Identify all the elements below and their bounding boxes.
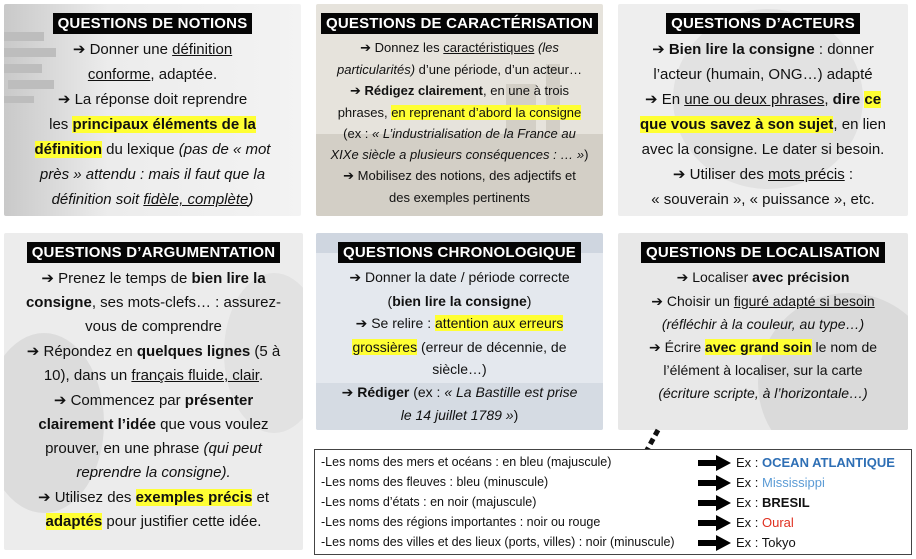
thick-right-arrow-icon <box>698 514 732 532</box>
right-arrow-icon: ➔ <box>672 165 686 183</box>
card-title: QUESTIONS DE CARACTÉRISATION <box>321 13 598 34</box>
right-arrow-icon: ➔ <box>53 391 67 409</box>
legend-row <box>315 514 911 533</box>
legend-example: Ex : Mississippi <box>736 475 825 490</box>
text-line: définition soit fidèle, complète) <box>51 191 254 208</box>
text-line: phrases, en reprenant d’abord la consigne <box>337 105 582 120</box>
text-line: (ex : « L’industrialisation de la France au <box>343 126 576 141</box>
text-line: XIXe siècle a plusieurs conséquences : … ») <box>330 147 589 162</box>
text-line: ➔ Se relire : attention aux erreurs <box>355 315 564 332</box>
text-line: ➔ Rédigez clairement, en une à trois <box>349 83 570 99</box>
right-arrow-icon: ➔ <box>360 41 371 56</box>
text-line: grossières (erreur de décennie, de <box>352 338 567 355</box>
text-line: ➔ Donner une définition <box>72 40 233 58</box>
right-arrow-icon: ➔ <box>651 293 664 310</box>
legend-example: Ex : Tokyo <box>736 535 796 550</box>
text-line: ➔ Choisir un figuré adapté si besoin <box>651 292 875 310</box>
text-line: « souverain », « puissance », etc. <box>651 191 875 208</box>
right-arrow-icon: ➔ <box>37 488 51 506</box>
legend-row <box>315 534 911 553</box>
text-line: ➔ Localiser avec précision <box>676 269 850 286</box>
legend-row <box>315 474 911 493</box>
legend-box <box>314 449 912 555</box>
text-line: près » attendu : mais il faut que la <box>39 166 266 183</box>
text-line: définition du lexique (pas de « mot <box>34 141 271 158</box>
right-arrow-icon: ➔ <box>652 40 665 58</box>
text-line: 10), dans un français fluide, clair. <box>43 367 264 384</box>
text-line: siècle…) <box>432 361 487 377</box>
legend-rule: -Les noms des fleuves : bleu (minuscule) <box>321 475 549 489</box>
legend-rule: -Les noms des régions importantes : noir ou rouge <box>321 515 601 529</box>
thick-right-arrow-icon <box>698 474 732 492</box>
thick-right-arrow-icon <box>698 454 732 472</box>
right-arrow-icon: ➔ <box>41 269 54 287</box>
text-line: ➔ Mobilisez des notions, des adjectifs et <box>343 168 576 184</box>
thick-right-arrow-icon <box>698 494 732 512</box>
right-arrow-icon: ➔ <box>644 90 658 108</box>
card-notions <box>4 4 301 216</box>
text-line: ➔ Rédiger (ex : « La Bastille est prise <box>341 383 578 401</box>
text-line: le 14 juillet 1789 ») <box>400 407 519 423</box>
text-line: ➔ Prenez le temps de bien lire la <box>41 269 266 287</box>
text-line: ➔ Écrire avec grand soin le nom de <box>648 338 878 356</box>
text-line: que vous savez à son sujet, en lien <box>640 116 886 133</box>
text-line: ➔ Utiliser des mots précis : <box>672 165 854 183</box>
text-line: ➔ Donnez les caractéristiques (les <box>360 40 559 56</box>
text-line: l’élément à localiser, sur la carte <box>663 362 863 378</box>
text-line: ➔ Répondez en quelques lignes (5 à <box>26 342 281 360</box>
card-title: QUESTIONS DE LOCALISATION <box>641 242 885 263</box>
card-caracterisation <box>316 4 603 216</box>
text-line: (réfléchir à la couleur, au type…) <box>661 316 865 332</box>
right-arrow-icon: ➔ <box>349 270 362 286</box>
text-line: ➔ Commencez par présenter <box>53 391 254 409</box>
text-line: consigne, ses mots-clefs… : assurez- <box>25 294 282 311</box>
text-line: conforme, adaptée. <box>87 66 218 83</box>
right-arrow-icon: ➔ <box>341 384 354 401</box>
text-line: (écriture scripte, à l’horizontale…) <box>658 384 868 401</box>
text-line: avec la consigne. Le dater si besoin. <box>641 141 885 158</box>
right-arrow-icon: ➔ <box>72 40 86 58</box>
right-arrow-icon: ➔ <box>648 339 661 356</box>
legend-example: Ex : OCEAN ATLANTIQUE <box>736 455 895 470</box>
right-arrow-icon: ➔ <box>349 84 361 99</box>
text-line: ➔ Donner la date / période correcte <box>349 269 570 286</box>
legend-row <box>315 454 911 473</box>
text-line: clairement l’idée que vous voulez <box>38 416 269 433</box>
card-title: QUESTIONS D’ACTEURS <box>666 13 860 34</box>
card-localisation <box>618 233 908 430</box>
card-chronologique <box>316 233 603 430</box>
text-line: l’acteur (humain, ONG…) adapté <box>653 66 873 83</box>
text-line: ➔ La réponse doit reprendre <box>57 90 248 108</box>
legend-rule: -Les noms des villes et des lieux (ports, villes) : noir (minuscule) <box>321 535 675 549</box>
card-title: QUESTIONS D’ARGUMENTATION <box>27 242 281 263</box>
card-title: QUESTIONS CHRONOLOGIQUE <box>338 242 581 263</box>
card-title: QUESTIONS DE NOTIONS <box>53 13 253 34</box>
legend-example: Ex : Oural <box>736 515 794 530</box>
card-acteurs <box>618 4 908 216</box>
right-arrow-icon: ➔ <box>57 90 71 108</box>
text-line: adaptés pour justifier cette idée. <box>45 513 262 530</box>
right-arrow-icon: ➔ <box>26 342 40 360</box>
legend-example: Ex : BRESIL <box>736 495 810 510</box>
text-line: ➔ En une ou deux phrases, dire ce <box>644 90 882 108</box>
text-line: (bien lire la consigne) <box>387 292 532 309</box>
text-line: ➔ Utilisez des exemples précis et <box>37 488 270 506</box>
text-line: particularités) d’une période, d’un acteur… <box>337 62 582 77</box>
thick-right-arrow-icon <box>698 534 732 552</box>
text-line: reprendre la consigne). <box>76 464 231 481</box>
text-line: les principaux éléments de la <box>49 116 256 133</box>
legend-rule: -Les noms des mers et océans : en bleu (majuscule) <box>321 455 612 469</box>
right-arrow-icon: ➔ <box>343 169 355 184</box>
right-arrow-icon: ➔ <box>355 316 368 332</box>
card-argumentation <box>4 233 303 550</box>
text-line: ➔ Bien lire la consigne : donner <box>652 40 874 58</box>
text-line: prouver, en une phrase (qui peut <box>45 440 262 457</box>
text-line: des exemples pertinents <box>389 190 530 205</box>
legend-rule: -Les noms d’états : en noir (majuscule) <box>321 495 537 509</box>
right-arrow-icon: ➔ <box>676 270 689 286</box>
text-line: vous de comprendre <box>85 318 222 335</box>
legend-row <box>315 494 911 513</box>
